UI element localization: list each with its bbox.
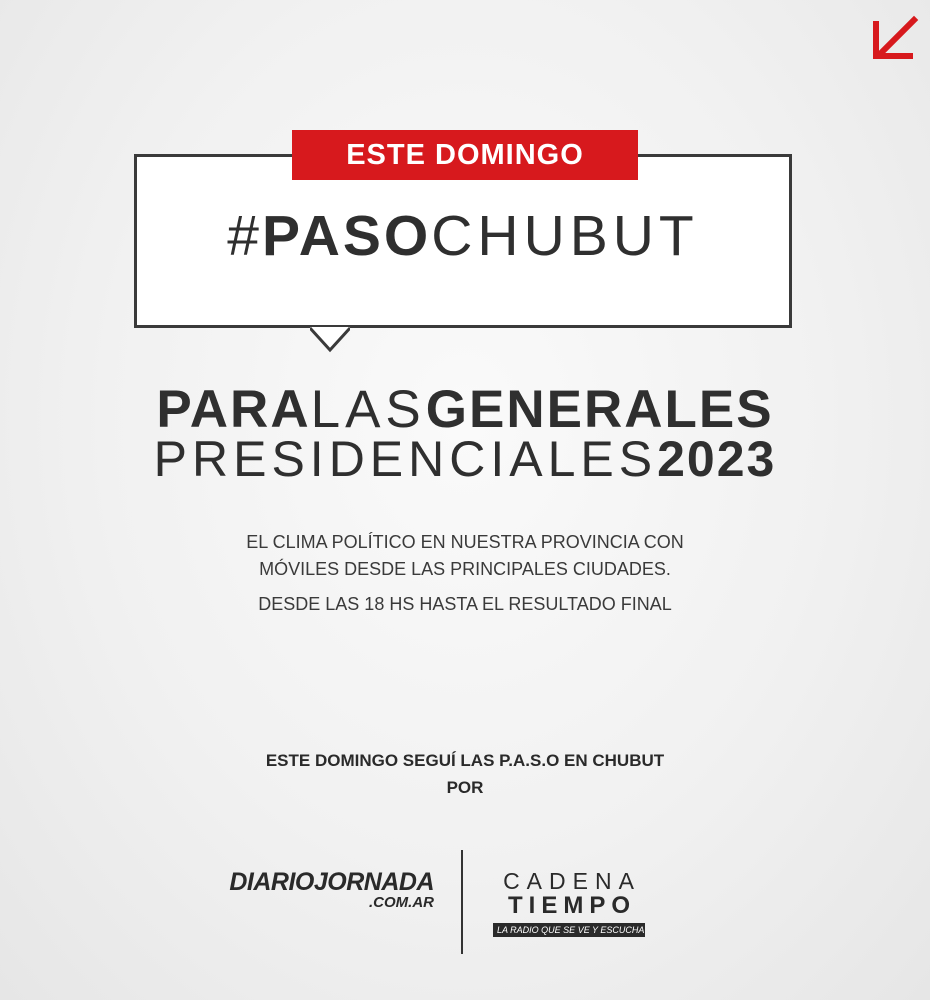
headline-year: 2023	[657, 431, 777, 487]
headline-presidenciales: PRESIDENCIALES	[153, 431, 658, 487]
badge-label: ESTE DOMINGO	[346, 138, 584, 171]
cadena-tiempo-bottom: TIEMPO	[507, 892, 636, 919]
speech-bubble-tail	[310, 327, 350, 353]
diario-jornada-domain: .COM.AR	[369, 894, 434, 911]
description-line-1: EL CLIMA POLÍTICO EN NUESTRA PROVINCIA CON	[246, 532, 684, 552]
cta-line-1: ESTE DOMINGO SEGUÍ LAS P.A.S.O EN CHUBUT	[265, 751, 665, 770]
diario-jornada-name: DIARIOJORNADA	[229, 868, 434, 896]
cadena-tiempo-logo	[493, 870, 645, 937]
description-line-2: MÓVILES DESDE LAS PRINCIPALES CIUDADES.	[259, 559, 671, 579]
headline-line-2	[0, 431, 930, 487]
hashtag-light: CHUBUT	[431, 204, 699, 268]
description-line-3: DESDE LAS 18 HS HASTA EL RESULTADO FINAL	[258, 594, 672, 614]
cadena-tiempo-tagline: LA RADIO QUE SE VE Y ESCUCHA	[493, 923, 645, 937]
headline-generales: GENERALES	[425, 380, 774, 439]
cta-line-2: POR	[446, 778, 484, 797]
hashtag-title	[134, 204, 792, 268]
arrow-down-left-icon	[870, 14, 920, 60]
hashtag-bold: PASO	[261, 204, 432, 268]
headline-line-1	[0, 380, 930, 439]
cadena-tiempo-top: CADENA	[503, 868, 641, 894]
diario-jornada-logo	[182, 870, 434, 912]
headline-para: PARA	[156, 380, 311, 439]
hashtag-symbol: #	[227, 204, 262, 268]
logo-divider	[461, 850, 463, 954]
badge-este-domingo	[292, 130, 638, 180]
headline-las: LAS	[310, 380, 426, 439]
